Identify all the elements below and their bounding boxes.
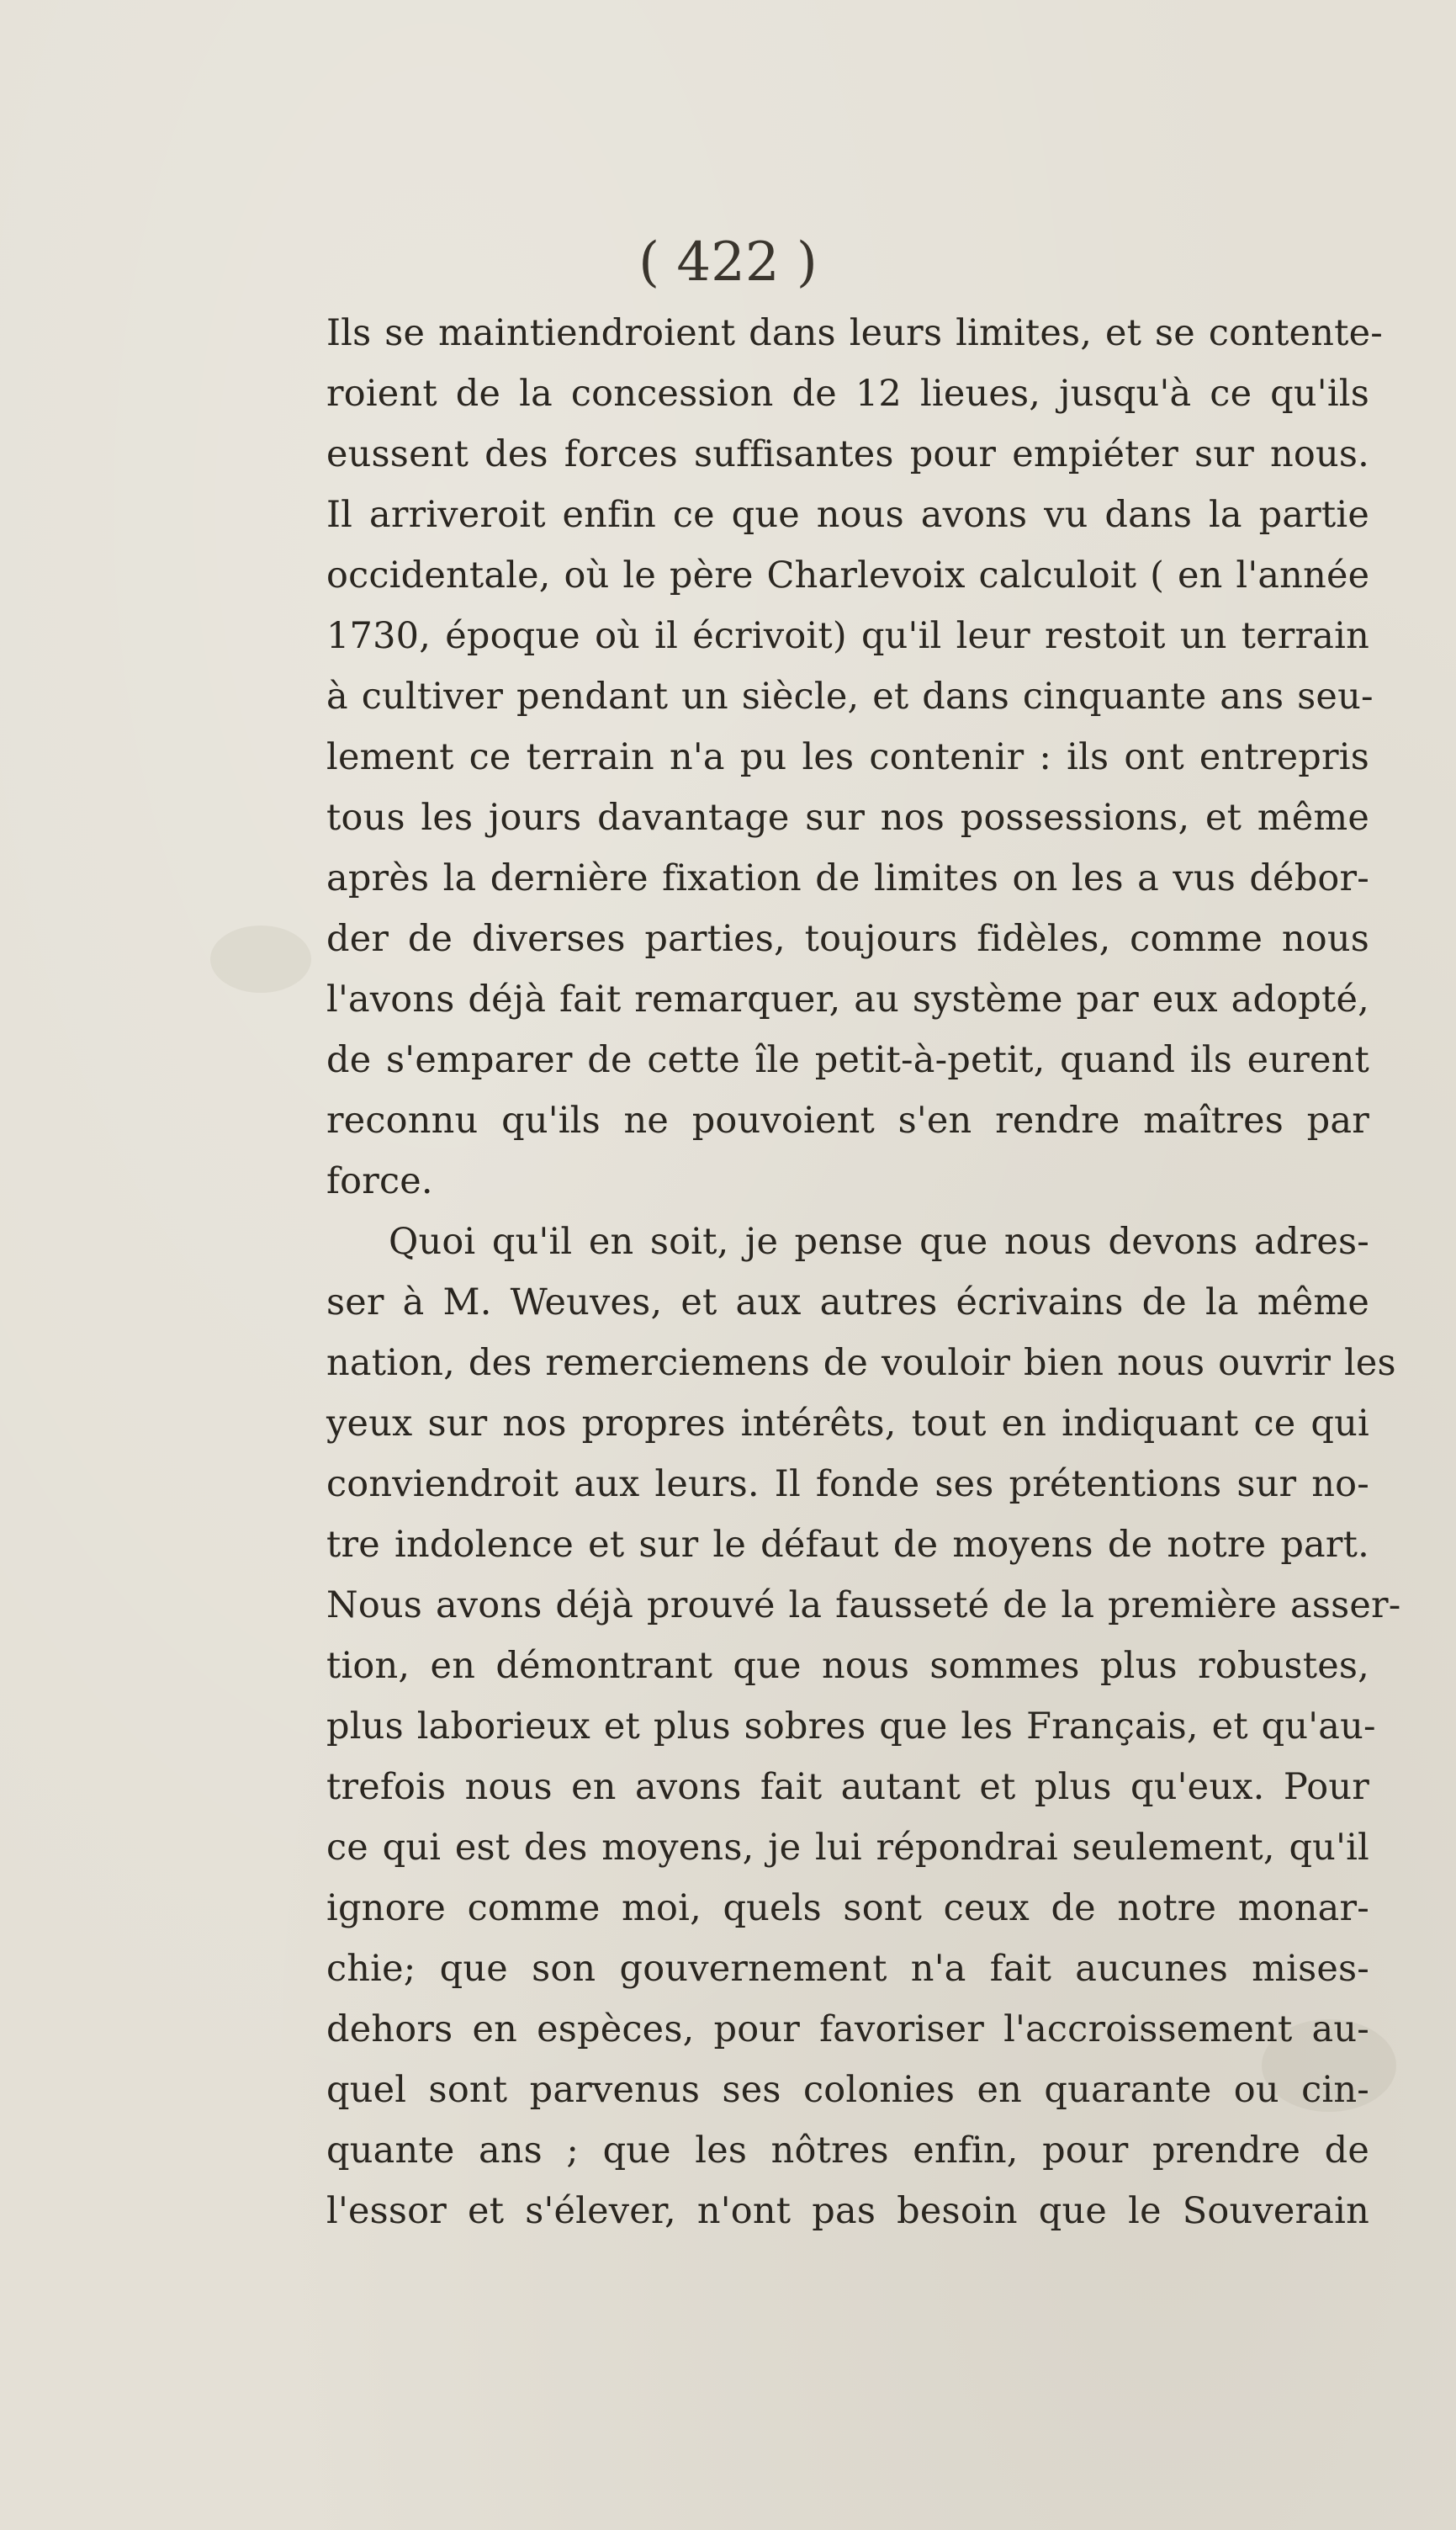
text-line: l'avons déjà fait remarquer, au système par eux adopté, (326, 979, 1369, 1021)
text-line: chie; que son gouvernement n'a fait aucunes mises- (326, 1948, 1369, 1990)
text-line: ser à M. Weuves, et aux autres écrivains de la même (326, 1281, 1369, 1323)
text-line: après la dernière fixation de limites on les a vus débor- (326, 857, 1369, 899)
text-line: Ils se maintiendroient dans leurs limites, et se contente- (326, 312, 1383, 354)
text-line: de s'emparer de cette île petit-à-petit, quand ils eurent (326, 1039, 1369, 1081)
text-line: tre indolence et sur le défaut de moyens de notre part. (326, 1524, 1369, 1566)
text-line: à cultiver pendant un siècle, et dans cinquante ans seu- (326, 676, 1374, 718)
paper-stain (210, 926, 311, 993)
text-line: plus laborieux et plus sobres que les Français, et qu'au- (326, 1705, 1376, 1748)
text-line: eussent des forces suffisantes pour empiéter sur nous. (326, 433, 1369, 475)
text-line: dehors en espèces, pour favoriser l'accroissement au- (326, 2008, 1369, 2050)
paragraph-2 (326, 1212, 1401, 2241)
text-line: ignore comme moi, quels sont ceux de notre monar- (326, 1887, 1369, 1929)
text-line: yeux sur nos propres intérêts, tout en indiquant ce qui (326, 1403, 1369, 1445)
text-line: quante ans ; que les nôtres enfin, pour prendre de (326, 2130, 1369, 2172)
text-line: l'essor et s'élever, n'ont pas besoin que le Souverain (326, 2190, 1369, 2232)
text-line: force. (326, 1160, 433, 1202)
body-text (326, 303, 1401, 2241)
paragraph-1 (326, 303, 1383, 1212)
text-line: quel sont parvenus ses colonies en quarante ou cin- (326, 2069, 1369, 2111)
text-line: nation, des remerciemens de vouloir bien nous ouvrir les (326, 1342, 1396, 1384)
text-line: occidentale, où le père Charlevoix calculoit ( en l'année (326, 554, 1370, 597)
text-line: ce qui est des moyens, je lui répondrai seulement, qu'il (326, 1827, 1369, 1869)
text-line: reconnu qu'ils ne pouvoient s'en rendre maîtres par (326, 1100, 1369, 1142)
text-line: tion, en démontrant que nous sommes plus robustes, (326, 1645, 1369, 1687)
text-line: lement ce terrain n'a pu les contenir : ils ont entrepris (326, 736, 1369, 778)
text-line: Quoi qu'il en soit, je pense que nous devons adres- (389, 1221, 1369, 1263)
text-line: Nous avons déjà prouvé la fausseté de la première asser- (326, 1584, 1401, 1626)
text-line: tous les jours davantage sur nos possessions, et même (326, 797, 1369, 839)
text-line: roient de la concession de 12 lieues, jusqu'à ce qu'ils (326, 373, 1369, 415)
text-line: conviendroit aux leurs. Il fonde ses prétentions sur no- (326, 1463, 1369, 1505)
text-line: Il arriveroit enfin ce que nous avons vu dans la partie (326, 494, 1369, 536)
text-line: der de diverses parties, toujours fidèles, comme nous (326, 918, 1369, 960)
page-number: ( 422 ) (638, 231, 818, 294)
text-line: 1730, époque où il écrivoit) qu'il leur restoit un terrain (326, 615, 1369, 657)
text-line: trefois nous en avons fait autant et plus qu'eux. Pour (326, 1766, 1369, 1808)
